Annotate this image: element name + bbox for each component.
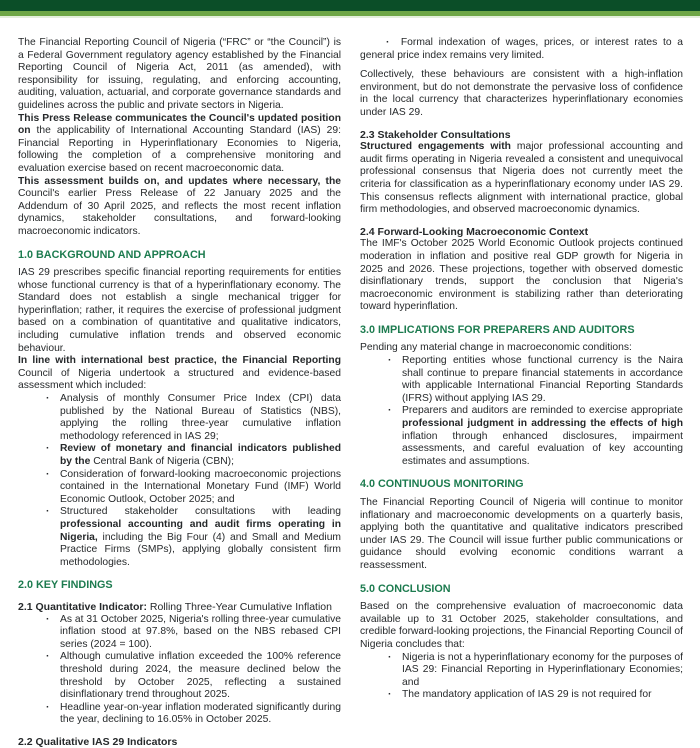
header-bar-dark-green [0, 0, 700, 11]
section-heading: 4.0 CONTINUOUS MONITORING [360, 478, 524, 491]
bullet-item [360, 689, 683, 702]
text-run: Reporting entities whose functional currency is the Naira shall continue to prepare financial statements in accordance with applicable International Financial Reporting Standards (IFRS) without applying IAS 29. [402, 355, 683, 404]
subsection-heading [18, 736, 341, 748]
text-run: the applicability of International Accounting Standard (IAS) 29: Financial Reporting in Hyperinflationary Economies to Nigeria, following the completion of a comprehensive monitoring and evaluation exercise based on recent macroeconomic data. [18, 125, 341, 174]
text-run: Structured engagements with [360, 141, 511, 153]
bullet-item [360, 652, 683, 690]
bullet-item [18, 393, 341, 443]
text-run: professional accounting and audit firms operating in Nigeria, [60, 518, 341, 543]
text-run: Formal indexation of wages, prices, or interest rates to a general price index remains very limited. [360, 37, 683, 61]
bullet-list [18, 614, 341, 727]
text-run: inflation through enhanced disclosures, impairment assessments, and careful evaluation of key accounting estimates and assumptions. [402, 430, 683, 467]
paragraph [360, 238, 683, 314]
text-run: Nigeria is not a hyperinflationary economy for the purposes of IAS 29: Financial Reporting in Hyperinflationary Economies; and [402, 651, 683, 688]
text-run: Collectively, these behaviours are consistent with a high-inflation environment, but do not demonstrate the pervasive loss of confidence in the local currency that characterizes hyperinflationary economies under IAS 29. [360, 69, 683, 118]
section-heading: 1.0 BACKGROUND AND APPROACH [18, 248, 206, 261]
section-heading: 2.0 KEY FINDINGS [18, 579, 113, 592]
text-run: The mandatory application of IAS 29 is not required for [402, 689, 652, 701]
subsection-heading [360, 129, 683, 142]
paragraph [18, 267, 341, 355]
text-run: major professional accounting and audit firms operating in Nigeria revealed a consistent and unequivocal professional consensus that Nigeria does not currently meet the criteria for classification as a hyperinflationary economy under IAS 29. This consensus reflects alignment with international practice, global firm methodologies, and observed macroeconomic dynamics. [360, 141, 683, 216]
bullet-marker-icon: · [46, 651, 50, 663]
bullet-continuation [360, 37, 683, 62]
paragraph [18, 355, 341, 393]
right-column [360, 37, 683, 700]
text-run: 2.2 Qualitative IAS 29 Indicators [18, 735, 178, 748]
text-run: The IMF's October 2025 World Economic Outlook projects continued moderation in inflation and positive real GDP growth for Nigeria in 2025 and 2026. These projections, together with observed domestic disinflationary trends, support the conclusion that Nigeria's macroeconomic environment is stabilizing rather than deteriorating toward hyperinflation. [360, 238, 683, 313]
paragraph [360, 69, 683, 119]
bullet-item [18, 469, 341, 507]
bullet-list [360, 355, 683, 468]
bullet-marker-icon: · [46, 506, 50, 518]
text-run: Pending any material change in macroeconomic conditions: [360, 342, 632, 354]
bullet-item [18, 702, 341, 727]
press-release-page [0, 18, 700, 748]
text-run: Analysis of monthly Consumer Price Index (CPI) data published by the National Bureau of Statistics (NBS), applying the rolling three-year cumulative inflation methodology referenced in IAS 29; [60, 393, 341, 442]
bullet-item [360, 405, 683, 468]
paragraph [18, 37, 341, 113]
text-run: 2.3 Stakeholder Consultations [360, 128, 511, 141]
text-run: Based on the comprehensive evaluation of macroeconomic data available up to 31 October 2025, stakeholder consultations, and credible forward-looking projections, the Financial Reporting Council of Nigeria concludes that: [360, 601, 683, 650]
text-run: Council of Nigeria undertook a structured and evidence-based assessment which included: [18, 367, 341, 392]
subsection-heading [18, 601, 341, 614]
bullet-marker-icon: · [386, 37, 401, 48]
text-run: This Press Release communicates the Council's updated position on [18, 112, 341, 137]
text-run: 2.4 Forward-Looking Macroeconomic Context [360, 225, 589, 238]
bullet-list [18, 393, 341, 569]
text-run: The Financial Reporting Council of Nigeria will continue to monitor inflationary and macroeconomic developments on a quarterly basis, applying both the quantitative and qualitative indicators prescribed under IAS 29. The Council will issue further public communications or guidance should evolving economic conditions warrant a reassessment. [360, 497, 683, 571]
bullet-marker-icon: · [388, 651, 392, 663]
paragraph [360, 601, 683, 651]
bullet-item [18, 651, 341, 701]
paragraph [360, 497, 683, 573]
paragraph [18, 176, 341, 239]
bullet-item [18, 443, 341, 468]
bullet-marker-icon: · [388, 689, 392, 701]
text-run: IAS 29 prescribes specific financial reporting requirements for entities whose functional currency is that of a hyperinflationary economy. The Standard does not establish a single mechanical trigger for hyperinflation; rather, it requires the exercise of professional judgment based on a combination of quantitative and qualitative indicators, including cumulative inflation trends and observed economic behaviour. [18, 267, 341, 354]
bullet-marker-icon: · [46, 701, 50, 713]
paragraph [360, 342, 683, 355]
text-run: Central Bank of Nigeria (CBN); [90, 456, 234, 467]
text-run: 2.1 Quantitative Indicator: [18, 600, 147, 613]
text-run: Consideration of forward-looking macroeconomic projections contained in the International Monetary Fund (IMF) World Economic Outlook, October 2025; and [60, 468, 341, 505]
text-run: Preparers and auditors are reminded to exercise appropriate [402, 405, 683, 417]
bullet-list [360, 652, 683, 702]
paragraph [360, 141, 683, 217]
bullet-marker-icon: · [46, 613, 50, 625]
text-run: This assessment builds on, and updates where necessary, the [18, 175, 341, 187]
bullet-marker-icon: · [46, 443, 50, 455]
text-run: Review of monetary and financial indicators published by the [60, 443, 341, 467]
subsection-heading [360, 226, 683, 239]
bullet-marker-icon: · [388, 355, 392, 367]
bullet-marker-icon: · [46, 393, 50, 405]
section-heading: 5.0 CONCLUSION [360, 582, 451, 595]
bullet-item [18, 614, 341, 652]
text-run: professional judgment in addressing the effects of high [402, 418, 683, 430]
section-heading: 3.0 IMPLICATIONS FOR PREPARERS AND AUDITORS [360, 323, 635, 336]
text-run: Structured stakeholder consultations with leading [60, 506, 341, 518]
text-run: Council's earlier Press Release of 22 January 2025 and the Addendum of 30 April 2025, and reflects the most recent inflation dynamics, stakeholder consultations, and forward-looking macroeconomic indicators. [18, 188, 341, 237]
text-run: Although cumulative inflation exceeded the 100% reference threshold during 2024, the measure declined below the threshold by October 2025, reflecting a sustained disinflationary trend throughout 2025. [60, 651, 341, 701]
bullet-marker-icon: · [46, 468, 50, 480]
bullet-item [360, 355, 683, 405]
text-run: As at 31 October 2025, Nigeria's rolling three-year cumulative inflation stood at 97.8%, based on the NBS rebased CPI series (2024 = 100). [60, 613, 341, 650]
text-run: In line with international best practice, the Financial Reporting [18, 355, 341, 367]
text-run: The Financial Reporting Council of Nigeria (“FRC” or “the Council”) is a Federal Government regulatory agency established by the Financial Reporting Council of Nigeria Act, 2011 (as amended), with responsibility for issuing, regulating, and enforcing accounting, auditing, valuation, actuarial, and corporate governance standards and guidelines across the public and private sectors in Nigeria. [18, 37, 341, 111]
left-column [18, 37, 341, 748]
bullet-item [18, 506, 341, 569]
text-run: Headline year-on-year inflation moderated significantly during the year, declining to 16.05% in October 2025. [60, 701, 341, 726]
text-run: Rolling Three-Year Cumulative Inflation [146, 600, 332, 613]
bullet-marker-icon: · [388, 405, 392, 417]
text-run: including the Big Four (4) and Small and Medium Practice Firms (SMPs), applying globally consistent firm methodologies. [60, 531, 341, 568]
paragraph [18, 113, 341, 176]
